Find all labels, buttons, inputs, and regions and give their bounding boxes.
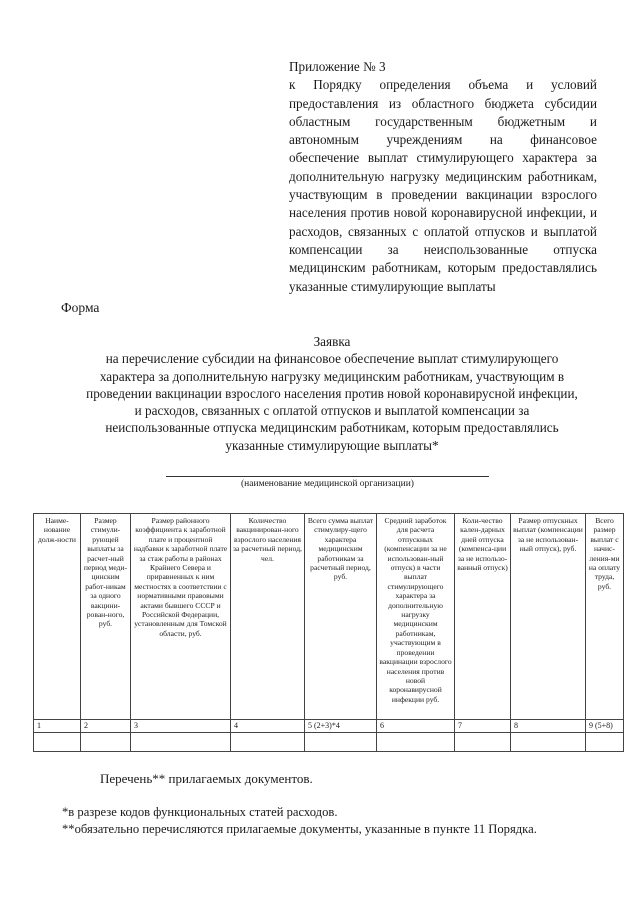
organization-name-line (166, 476, 489, 477)
empty-cell (511, 733, 586, 752)
header-cell: Количество вакцинирован-ного взрослого населения за расчетный период, чел. (231, 514, 305, 720)
column-number: 7 (455, 720, 511, 733)
column-number: 5 (2+3)*4 (305, 720, 377, 733)
empty-cell (231, 733, 305, 752)
table-number-row (34, 720, 624, 733)
column-number: 2 (81, 720, 131, 733)
appendix-title: Приложение № 3 (289, 59, 386, 74)
empty-cell (81, 733, 131, 752)
heading-line: и расходов, связанных с оплатой отпусков и выплатой компенсации за (134, 403, 530, 419)
column-number: 4 (231, 720, 305, 733)
empty-cell (586, 733, 624, 752)
header-cell: Размер районного коэффициента к заработной плате и процентной надбавки к заработной плате за стаж работы в районах Крайнего Севера и приравненных к ним местностях в соответствии с нормативными правовыми актами бывшего СССР и Российской Федерации, установленным для Томской области, руб. (131, 514, 231, 720)
empty-cell (377, 733, 455, 752)
appendix-text: к Порядку определения объема и условий предоставления из областного бюджета субсидии областным государственным бюджетным и автономным учреждениям на финансовое обеспечение выплат стимулирующего характера за дополнительную нагрузку медицинским работникам, участвующим в проведении вакцинации взрослого населения против новой коронавирусной инфекции, и расходов, связанных с оплатой отпусков и выплатой компенсации за неиспользованные отпуска медицинским работникам, которым предоставлялись указанные стимулирующие выплаты (289, 77, 597, 294)
appendix-block (289, 58, 597, 296)
empty-cell (305, 733, 377, 752)
heading-line: на перечисление субсидии на финансовое обеспечение выплат стимулирующего (105, 351, 559, 367)
form-label: Форма (61, 300, 100, 315)
header-cell: Всего сумма выплат стимулиру-щего характера медицинским работникам за расчетный период, руб. (305, 514, 377, 720)
heading-line: характера за дополнительную нагрузку медицинским работникам, участвующим в (99, 368, 565, 384)
header-cell: Коли-чество кален-дарных дней отпуска (компенса-ции за не использо-ванный отпуск) (455, 514, 511, 720)
heading-line: неиспользованные отпуска медицинским работникам, которым предоставлялись (105, 420, 559, 436)
column-number: 8 (511, 720, 586, 733)
heading-title: Заявка (313, 334, 351, 349)
column-number: 3 (131, 720, 231, 733)
heading-line: проведении вакцинации взрослого населения против новой коронавирусной инфекции, (86, 385, 578, 401)
application-heading (52, 333, 612, 454)
header-cell: Средний заработок для расчета отпускных (компенсации за не использован-ный отпуск) в части выплат стимулирующего характера за дополнительную нагрузку медицинским работникам, участвующим в проведении вакцинации взрослого населения против новой коронавирусной инфекции руб. (377, 514, 455, 720)
column-number: 6 (377, 720, 455, 733)
table-header-row (34, 514, 624, 720)
organization-caption: (наименование медицинской организации) (241, 479, 414, 489)
application-table (33, 513, 624, 752)
documents-list-line: Перечень** прилагаемых документов. (100, 771, 313, 786)
footnote-2: **обязательно перечисляются прилагаемые документы, указанные в пункте 11 Порядка. (62, 822, 537, 836)
header-cell: Размер отпускных выплат (компенсации за не использован-ный отпуск), руб. (511, 514, 586, 720)
column-number: 9 (5+8) (586, 720, 624, 733)
header-cell: Размер стимули-рующей выплаты за расчет-ный период меди-цинским работ-никам за одного вакцини-рован-ного, руб. (81, 514, 131, 720)
header-cell: Наиме-нование долж-ности (34, 514, 81, 720)
column-number: 1 (34, 720, 81, 733)
empty-cell (455, 733, 511, 752)
heading-line: указанные стимулирующие выплаты* (225, 437, 439, 453)
table-empty-row (34, 733, 624, 752)
footnote-1: *в разрезе кодов функциональных статей расходов. (62, 805, 338, 819)
header-cell: Всего размер выплат с начис-ления-ми на оплату труда, руб. (586, 514, 624, 720)
empty-cell (34, 733, 81, 752)
empty-cell (131, 733, 231, 752)
